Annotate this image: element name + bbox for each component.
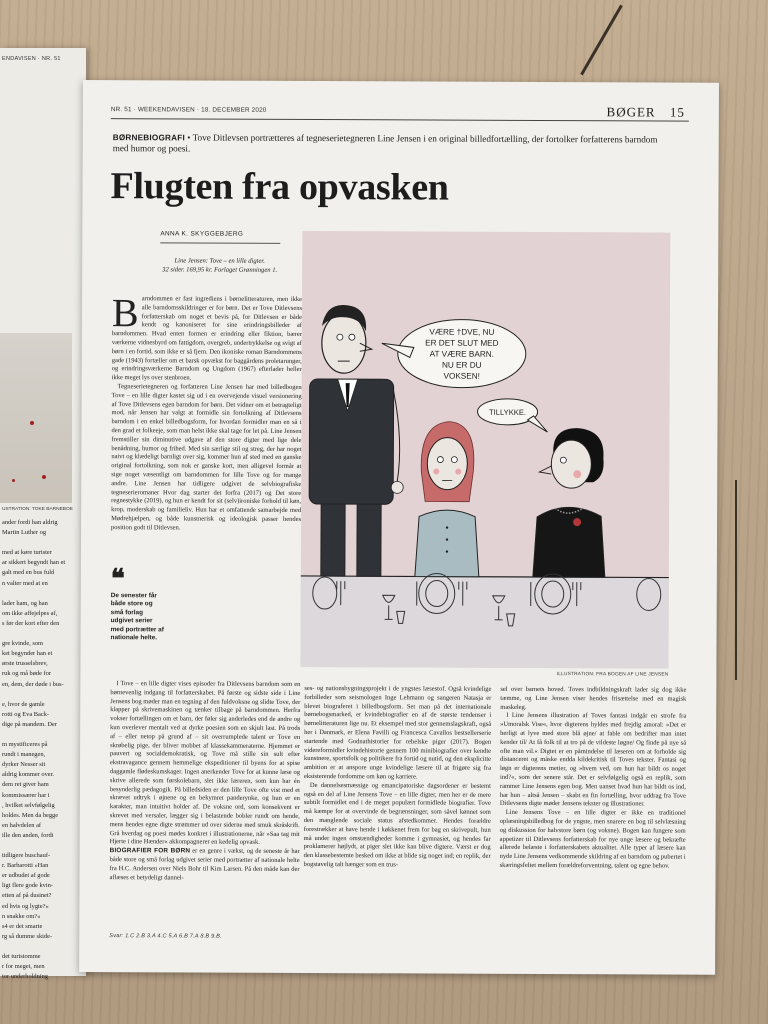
left-page-line: ed hvis og lygte?« <box>2 902 49 910</box>
speech-bubble-text: AT VÆRE BARN. <box>429 349 494 359</box>
left-page-line: ket begynder han et <box>2 650 53 658</box>
left-page-line: med at køre turister <box>2 549 52 557</box>
kicker-tag: BØRNEBIOGRAFI <box>112 133 185 143</box>
speech-bubble-text: ER DET SLUT MED <box>425 338 499 348</box>
left-page-line <box>2 730 84 740</box>
pull-quote <box>110 564 165 643</box>
left-page-line: galt med en bus fuld <box>2 569 55 577</box>
subheading-paragraph: er en genre i vækst, og de seneste år har både store og små forlag udgivet serier med portrætter af nationale helte fra H.C. Andersen over Niels Bohr til Kim Larsen. På den måde kan der aflæses et betydeligt dannel- <box>109 847 300 881</box>
article-paragraph: sel over barnets hoved. Toves indbildningskraft lader sig dog ikke tæmme, og Line Jensen viser hendes frisættelse med en magisk maskeleg. <box>500 685 687 711</box>
article-paragraph: I Line Jensens illustration af Toves fantasi indgår en strofe fra »Umoralsk Vise«, hvor digterens hyldes med frejdig amoral: »Det er herligt at lyve med store blå øjne/ at fable om bedrifter man intet kender til/ At få folk til at tro på de vildeste løgne/ Og finde på nye så ofte man vil.« Digtet er en påmindelse til læseren om at forholde sig distanceret og måske endda kildekritisk til Toves tekster. Fantasi og løgn er digterens metier, og »hvem ved, om hun har bildt os noget ind?«, som der senere står. Det er selvfølgelig også en replik, som rammer Line Jensens egen bog. Men uanset hvad hun har bildt os ind, har hun – altså Jensen – skabt en fin fortælling, hvor uddrag fra Tove Ditlevsens digte møder Jensens tekster og illustrationer. <box>499 712 687 808</box>
section-label <box>607 104 685 120</box>
left-page-line: det turistomme <box>2 953 41 961</box>
illustration-caption: ILLUSTRATION: FRA BOGEN AF LINE JENSEN <box>556 672 669 678</box>
left-page-line: rotti og Eva Back- <box>2 710 50 718</box>
left-page-line: n snakke om?« <box>2 912 41 920</box>
left-page-line: s før der kort efter den <box>2 619 60 627</box>
left-page-line: , hvilket selvfølgelig <box>2 801 55 809</box>
drop-cap: B <box>111 290 139 336</box>
left-page-line <box>2 942 84 952</box>
speech-bubble-text: NU ER DU <box>441 360 482 370</box>
red-splash <box>30 421 34 425</box>
left-page-line <box>2 589 84 599</box>
headline: Flugten fra opvasken <box>110 165 449 209</box>
left-page-line: ruk og må bøde for <box>2 670 51 678</box>
byline-rule <box>160 242 280 244</box>
left-page-line: Martin Luther og <box>2 529 47 537</box>
article-paragraph <box>109 847 299 883</box>
left-page-line: gre kvinde, som <box>2 640 43 648</box>
left-page-line: aldrig kommer over. <box>2 771 54 779</box>
tablecloth <box>300 576 668 669</box>
left-running-head: ENDAVISEN · NR. 51 <box>2 56 61 62</box>
article-paragraph: I Tove – en lille digter vises episoder fra Ditlevsens barndom som en børnevenlig indgang til forfatterskabet. På første og sidste side i Line Jensens bog møder man en tegning af den fuldvoksne og slidte Tove, der klapper på skrivemaskinen og tænker tilbage på barndommen. Herfra vokser fortællingen om et barn, der føler sig anderledes end de andre og kun overlever mentalt ved at dyrke poesien som en skjult last. På trods af – eller netop på grund af – sit overrumplede talent er Tove en skrøbelig pige, der bliver mobbet af klassekammeraterne. Hjemmet er pauvert og socialdemokratisk, og Tove må stille sin sult efter ekstravagance gennem hemmelige ekspeditioner til byens for at spise daggamle flødeskumskager. Ingen anerkender Tove for at kunne læse og skrive allerede som førskolebarn, slet ikke læreren, som kun har én besynderlig pædagogik. På billedsiden er den lille Tove ofte vist med et skrævet udtryk i øjnene og en bekymret panderynke, og hun er en karakter, man intuitivt holder af. De voksne ord, som konsekvent er skrevet med versaler, lægger sig i belastende bobler rundt om hende, mens hendes egne digte strømmer ud over siderne med smuk skråskrift. Grå hverdag og poesi mødes konkret i illustrationerne, når »Saa tag mit Hjerte i dine Hænder« akkompagnerer en kedelig opvask. <box>109 680 301 847</box>
left-page-line: tor underholdning <box>2 973 48 981</box>
left-page-line: e, hvor de gamle <box>2 700 45 708</box>
article-paragraph: Line Jensens Tove – en lille digter er ikke en traditionel oplæsningsbilledbog for de yngste, men snarere en bog til selvlæsning og diskussion for halvstore børn (og voksne). Bogen kan fungere som appetizer til Ditlevsens forfatterskab for nye unge læsere og bekræfte allerede belæste i forfatterskabets aktualitet. Alle typer af læsere kan nyde Line Jensens vedkommende skildring af en barndom og pubertet i skæringsfeltet mellem forældreforventning, talent og egne behov. <box>499 809 686 870</box>
article-lede <box>111 290 303 533</box>
book-info-line: Line Jensen: Tove – en lille digter. <box>174 257 265 265</box>
page-number: 15 <box>669 104 685 120</box>
left-page-line: rg så dumme skide- <box>2 932 53 940</box>
book-illustration <box>300 231 670 669</box>
left-photo-caption: USTRATION: TOKE BARNEBOE <box>2 507 73 512</box>
book-info-line: 32 sider. 169,95 kr. Forlaget Grønningen 1. <box>162 266 278 275</box>
left-page-line: tidligere buschauf- <box>2 852 51 860</box>
left-page-line: dyrker Nesser sit <box>2 761 46 769</box>
quote-marks-icon: ❝ <box>110 564 125 594</box>
left-newspaper-page <box>0 48 86 981</box>
left-page-text <box>2 518 84 982</box>
left-page-line: en, dem, der døde i bus- <box>2 680 64 688</box>
left-page-line: en halvdelen af <box>2 821 42 829</box>
section-name: BØGER <box>606 104 656 120</box>
left-page-line: dem ret giver ham <box>2 781 49 789</box>
article-paragraph: Tegneserietegneren og forfatteren Line Jensen har med billedbogen Tove – en lille digter kastet sig ud i en overvejende visuel versionering af Tove Ditlevsens egen barndom for børn. Det vidner om et betragteligt mod, når Jensen har valgt at formidle sin fortolkning af Ditlevsens barndom i en enkel billedbogsform, for hvordan formidler man en så i den grad et folkeeje, som man helst ikke skal tage for let på. Line Jensen fremstiller sin diminutive udgave af den store digter med lige dele benådning, humor og frihed. Med sin særlige stil og streg, der har noget naivt og klædeligt barnligt over sig, kommer hun af sted med en ganske original fortolkning, som nok er ganske kort, men alligevel formår at sige noget væsentligt om barndommen for lille Tove og for mange andre. Line Jensen har tidligere udgivet de selvbiografiske tegneserieromaner Hvor dag starter det forfra (2017) og Det store regnestykke (2019), og hun er kendt for sit (selv)ironiske forhold til køn, krop, moderskab og familieliv. Hun har et omfattende samarbejde med Mødrehjælpen, og både kunstnerisk og ideologisk passer hendes position godt til Ditlevsen. <box>111 383 302 532</box>
left-page-line: ar sikkert begyndt han et <box>2 559 66 567</box>
floor-gap <box>580 5 623 76</box>
kicker <box>113 132 673 157</box>
left-page-line: ligt flere gode kvin- <box>2 882 53 890</box>
byline: ANNA K. SKYGGEBJERG <box>160 230 244 238</box>
left-page-line: etten af på dusinet? <box>2 892 52 900</box>
subheading: BIOGRAFIER FOR BØRN <box>109 847 191 855</box>
left-page-line: kommissærer har i <box>2 791 50 799</box>
article-column-1 <box>109 680 300 883</box>
left-page-photo <box>0 333 72 503</box>
left-page-line <box>2 841 84 851</box>
book-info <box>132 256 307 275</box>
left-page-line: dige på mandem. Der <box>2 720 58 728</box>
left-page-line: ille den anden, fordi <box>2 831 54 839</box>
article-paragraph: De dannelsesmæssige og emancipatoriske dagsordener er bestemt også en del af Line Jensens Tove – en lille digter, men her er de mere subtilt formidlet end i de meget populært formidlede biografier. Tove må kæmpe for at overvinde de begrænsninger, som såvel kønnet som den manglende sociale status afstedkommer. Hendes forældre forestrækker at have hende i køkkenet frem for bag en skrivepult, hun må under ingen omstændigheder komme i gymnasiet, og hendes far proklamerer højlydt, at piger slet ikke kan blive digtere. Værst er dog den klassebestemte besked om ikke at blide sig noget ind; en replik, der bogstavelig talt hænger som en trus- <box>303 781 491 869</box>
left-page-line <box>2 629 84 639</box>
speech-bubble-text: VOKSEN! <box>443 371 480 381</box>
left-page-line: rundt i manegen, <box>2 751 46 759</box>
red-splash <box>12 479 15 482</box>
left-page-line: er udbudet af gode <box>2 872 50 880</box>
left-page-line: lader ham, og han <box>2 599 48 607</box>
article-column-2 <box>304 685 492 871</box>
lede-paragraph: arndommen er fast ingrediens i børnelitteraturen, men ikke alle barndomsskildringer er for børn. Det er Tove Ditlevsens forfatterskab om noget et bevis på, for Ditlevsen er både kendt og kanoniseret for sine erindringsbilleder af barndommen. Hvad enten formen er erindring eller fiktion, bærer værkerne vidnesbyrd om fattigdom, overgreb, undertrykkelse og svigt af børn i en fortid, som ikke er så fjern. Den ikoniske roman Barndommens gade (1943) fortæller om et barsk opvækst for baggårdens proletarunger, og erindringsværkerne Barndom og Ungdom (1967) efterlader heller ikke meget lys over stenbroen. <box>111 295 303 382</box>
article-column-3 <box>500 686 687 872</box>
speech-bubble-text: VÆRE †DVE, NU <box>429 327 495 337</box>
left-page-line: om ikke affejelpes af, <box>2 609 58 617</box>
pull-quote-text: De senester får både store og små forlag udgivet serier med portrætter af nationale helte. <box>110 592 164 642</box>
left-page-line: r. Barbarotti »Han <box>2 862 49 870</box>
left-page-line <box>2 690 84 700</box>
floor-gap <box>735 480 737 680</box>
section-rule <box>111 118 689 122</box>
speech-bubble-text: TILLYKKE. <box>489 407 527 417</box>
tove-girl-figure <box>415 421 480 576</box>
left-page-line: ørste trusselsbrev, <box>2 660 48 668</box>
left-page-line: r for meget, men <box>2 963 45 971</box>
left-page-line <box>2 538 84 548</box>
newspaper-page <box>79 80 719 975</box>
red-splash <box>42 475 46 479</box>
left-page-line: holdes. Men da begge <box>2 811 59 819</box>
running-head: NR. 51 · WEEKENDAVISEN · 18. DECEMBER 2020 <box>110 106 267 114</box>
left-page-line: n valter med at en <box>2 579 48 587</box>
kicker-text: • Tove Ditlevsen portrætteres af tegneserietegneren Line Jensen i en original billedfortælling, der fortolker forfatterens barndom med humor og poesi. <box>112 132 658 154</box>
left-page-line: m mystificeres på <box>2 741 48 749</box>
left-page-line: ander fordi han aldrig <box>2 519 58 526</box>
quiz-answers: Svar: 1.C 2.B 3.A 4.C 5.A 6.B 7.A 8.B 9.B. <box>109 933 222 940</box>
left-page-line: s4 er det smarte <box>2 922 43 930</box>
article-paragraph: ses- og nationsbygningsprojekt i de yngstes læsestof. Også kvindelige forbilleder som seismologen Inge Lehmann og sangeren Natasja er blevet biograferet i billedbogsform. Set man på det internationale børnebogsmarked, er kvindebiografier en af de største tendenser i børnelitteraturen lige nu. Et eksempel med stor gennemslagskraft, også her i Danmark, er Elena Favilli og Francesca Cavallos bestsellerserie startende med Godnathistorier for rebelske piger (2017). Bogen videreformidler kvindehistorie gennem 100 minibiografier over kendte kunstnere, sportsfolk og politikere fra fortid og nutid, og den eksplicitte ambition er at anspore unge kvindelige læsere til at frigøre sig fra eksisterende fordomme om køn og karriere. <box>303 684 492 781</box>
